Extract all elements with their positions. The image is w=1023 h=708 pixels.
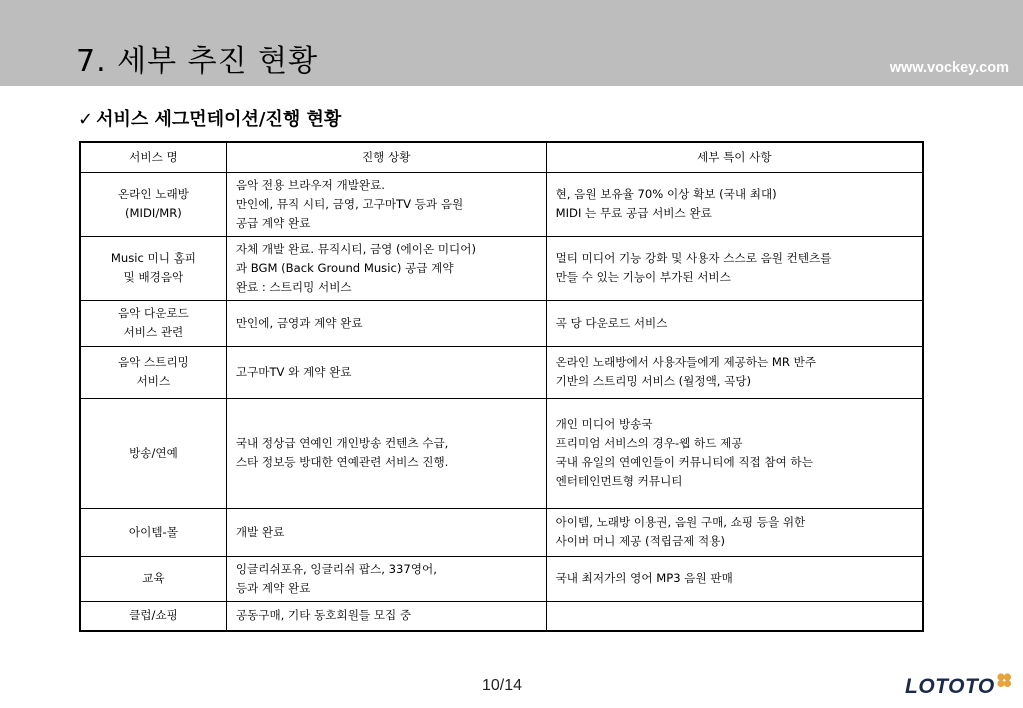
service-cell [80, 236, 226, 300]
column-header-details: 세부 특이 사항 [546, 142, 923, 172]
cell-line: 만인에, 뮤직 시티, 금영, 고구마TV 등과 음원 [235, 196, 464, 211]
cell-line: 음악 다운로드 [117, 306, 189, 320]
cell-line: 자체 개발 완료. 뮤직시티, 금영 (에이온 미디어) [235, 241, 476, 256]
cell-line: 공동구매, 기타 동호회원들 모집 중 [235, 608, 412, 623]
details-cell [546, 398, 923, 508]
table-row [80, 300, 923, 346]
progress-cell [226, 601, 546, 631]
title-bar [0, 0, 1023, 86]
checkmark-icon: ✓ [78, 109, 94, 130]
table-row [80, 346, 923, 398]
cell-line: 클럽/쇼핑 [129, 608, 178, 623]
details-cell [546, 508, 923, 556]
cell-line: 음악 스트리밍 [117, 355, 189, 369]
service-cell [80, 346, 226, 398]
subtitle-text: 서비스 세그먼테이션/진행 현황 [96, 109, 342, 130]
cell-line: 온라인 노래방 [117, 187, 189, 201]
cell-line: 국내 유일의 연예인들이 커뮤니티에 직접 참여 하는 [555, 455, 813, 469]
website-url: www.vockey.com [889, 60, 1009, 76]
column-header-service: 서비스 명 [80, 142, 226, 172]
section-subtitle [78, 105, 341, 131]
cell-line: 만들 수 있는 기능이 부가된 서비스 [555, 270, 731, 284]
progress-cell [226, 300, 546, 346]
cell-line: 등과 계약 완료 [235, 580, 311, 595]
progress-cell [226, 398, 546, 508]
cell-line: MIDI 는 무료 공급 서비스 완료 [555, 206, 712, 220]
service-cell [80, 398, 226, 508]
table-row [80, 601, 923, 631]
cell-line: 아이템-몰 [128, 524, 178, 539]
service-cell [80, 508, 226, 556]
details-cell [546, 236, 923, 300]
cell-line: 멀티 미디어 기능 강화 및 사용자 스스로 음원 컨텐츠를 [555, 251, 832, 265]
table-row [80, 236, 923, 300]
logo-text: LOTOTO [905, 675, 995, 698]
cell-line: 잉글리쉬포유, 잉글리쉬 팝스, 337영어, [235, 561, 437, 576]
progress-cell [226, 346, 546, 398]
clover-icon [996, 672, 1012, 690]
details-cell [546, 601, 923, 631]
cell-line: 온라인 노래방에서 사용자들에게 제공하는 MR 반주 [555, 355, 817, 369]
page-title: 7. 세부 추진 현황 [76, 44, 319, 79]
cell-line: 스타 정보등 방대한 연예관련 서비스 진행. [235, 455, 449, 469]
details-cell [546, 346, 923, 398]
cell-line: 기반의 스트리밍 서비스 (월정액, 곡당) [555, 374, 752, 388]
progress-cell [226, 508, 546, 556]
service-cell [80, 556, 226, 601]
details-cell [546, 556, 923, 601]
cell-line: 서비스 관련 [123, 325, 184, 339]
progress-cell [226, 236, 546, 300]
service-cell [80, 601, 226, 631]
cell-line: 만인에, 금영과 계약 완료 [235, 315, 363, 330]
service-cell [80, 300, 226, 346]
cell-line: 음악 전용 브라우저 개발완료. [235, 177, 385, 192]
table-row [80, 508, 923, 556]
cell-line: 곡 당 다운로드 서비스 [555, 315, 668, 330]
table-row [80, 556, 923, 601]
progress-cell [226, 172, 546, 236]
cell-line: 엔터테인먼트형 커뮤니티 [555, 474, 683, 488]
details-cell [546, 300, 923, 346]
cell-line: 과 BGM (Back Ground Music) 공급 계약 [235, 260, 454, 275]
table-header-row [80, 142, 923, 172]
cell-line: (MIDI/MR) [125, 206, 182, 220]
cell-line: 및 배경음악 [123, 270, 184, 284]
service-cell [80, 172, 226, 236]
details-cell [546, 172, 923, 236]
cell-line: 개인 미디어 방송국 [555, 417, 653, 431]
table-row [80, 172, 923, 236]
progress-cell [226, 556, 546, 601]
cell-line: 방송/연예 [129, 445, 178, 460]
cell-line: 국내 최저가의 영어 MP3 음원 판매 [555, 571, 733, 585]
cell-line: 프리미엄 서비스의 경우-웹 하드 제공 [555, 436, 743, 450]
cell-line: Music 미니 홈피 [110, 251, 196, 265]
cell-line: 서비스 [136, 374, 171, 388]
page-number: 10/14 [482, 677, 523, 694]
cell-line: 사이버 머니 제공 (적립금제 적용) [555, 534, 725, 548]
lototo-logo [905, 672, 1012, 699]
cell-line: 개발 완료 [235, 524, 285, 539]
cell-line: 국내 정상급 연예인 개인방송 컨텐츠 수급, [235, 436, 449, 450]
cell-line: 고구마TV 와 계약 완료 [235, 364, 352, 379]
service-status-table [79, 141, 924, 632]
table-row [80, 398, 923, 508]
cell-line: 현, 음원 보유율 70% 이상 확보 (국내 최대) [555, 187, 777, 201]
cell-line: 교육 [142, 571, 165, 585]
column-header-progress: 진행 상황 [226, 142, 546, 172]
cell-line: 아이템, 노래방 이용권, 음원 구매, 쇼핑 등을 위한 [555, 515, 806, 529]
cell-line: 공급 계약 완료 [235, 215, 311, 230]
cell-line: 완료 : 스트리밍 서비스 [235, 279, 352, 294]
